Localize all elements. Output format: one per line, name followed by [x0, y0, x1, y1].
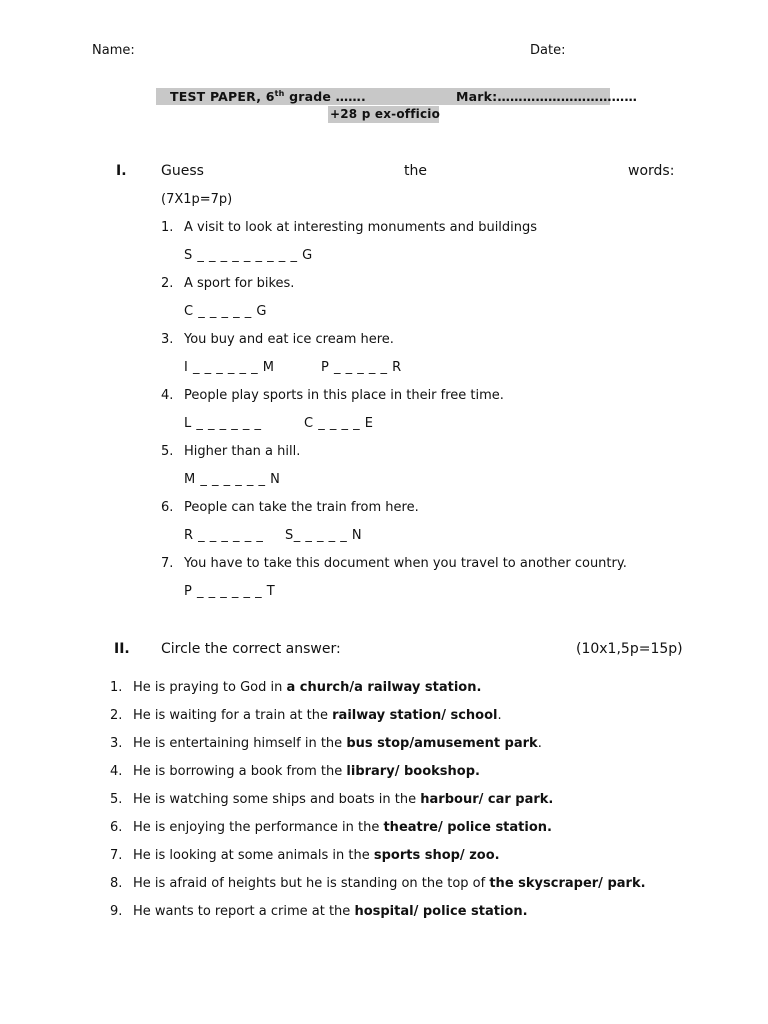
- guess-item-answer: I _ _ _ _ _ _ M: [184, 360, 275, 375]
- circle-item-text: He is looking at some animals in the: [133, 848, 374, 863]
- circle-item-number: 4.: [110, 764, 123, 779]
- guess-item-answer: S _ _ _ _ _ _ _ _ _ G: [184, 248, 313, 263]
- section-1-title-word-3: words:: [628, 163, 675, 179]
- guess-item-answer: R _ _ _ _ _ _: [184, 528, 264, 543]
- circle-item-options[interactable]: sports shop/ zoo.: [373, 848, 500, 863]
- guess-item-clue: You buy and eat ice cream here.: [184, 332, 394, 347]
- circle-item-options[interactable]: theatre/ police station.: [383, 820, 552, 835]
- guess-item-number: 1.: [161, 220, 174, 235]
- circle-item-options[interactable]: hospital/ police station.: [354, 904, 528, 919]
- guess-item-answer: P _ _ _ _ _ R: [321, 360, 402, 375]
- guess-item-clue: Higher than a hill.: [184, 444, 301, 459]
- test-paper-title: TEST PAPER, 6th grade …….: [170, 88, 366, 104]
- guess-item-clue: People can take the train from here.: [184, 500, 419, 515]
- circle-item-options[interactable]: railway station/ school: [332, 708, 498, 723]
- guess-item-answer: S_ _ _ _ _ N: [285, 528, 363, 543]
- guess-item-number: 7.: [161, 556, 174, 571]
- section-1-title-word-1: Guess: [161, 163, 204, 179]
- guess-item-number: 3.: [161, 332, 174, 347]
- circle-item-sentence: [133, 764, 480, 779]
- circle-item-options[interactable]: the skyscraper/ park.: [489, 876, 646, 891]
- circle-item-sentence: [133, 820, 552, 835]
- circle-item-number: 1.: [110, 680, 123, 695]
- bonus-points: +28 p ex-officio: [330, 107, 441, 121]
- circle-item-options[interactable]: a church/a railway station.: [286, 680, 482, 695]
- circle-item-text: He is borrowing a book from the: [133, 764, 347, 779]
- section-1-title-word-2: the: [404, 163, 427, 179]
- guess-item-number: 5.: [161, 444, 174, 459]
- circle-item-sentence: [133, 904, 528, 919]
- guess-item-clue: A sport for bikes.: [184, 276, 295, 291]
- guess-item-number: 6.: [161, 500, 174, 515]
- circle-item-number: 5.: [110, 792, 123, 807]
- circle-item-punctuation: .: [497, 708, 502, 723]
- circle-item-text: He is enjoying the performance in the: [133, 820, 384, 835]
- guess-item-answer: M _ _ _ _ _ _ N: [184, 472, 281, 487]
- circle-item-number: 6.: [110, 820, 123, 835]
- circle-item-sentence: [133, 736, 542, 751]
- circle-item-text: He is afraid of heights but he is standing on the top of: [133, 876, 490, 891]
- section-2-numeral: II.: [114, 641, 130, 657]
- circle-item-text: He is praying to God in: [133, 680, 287, 695]
- circle-item-options[interactable]: library/ bookshop.: [346, 764, 480, 779]
- guess-item-answer: P _ _ _ _ _ _ T: [184, 584, 276, 599]
- circle-item-options[interactable]: harbour/ car park.: [420, 792, 554, 807]
- guess-item-number: 4.: [161, 388, 174, 403]
- circle-item-text: He is waiting for a train at the: [133, 708, 333, 723]
- section-1-points: (7X1p=7p): [161, 192, 233, 207]
- guess-item-answer: C _ _ _ _ E: [304, 416, 374, 431]
- circle-item-number: 8.: [110, 876, 123, 891]
- circle-item-number: 7.: [110, 848, 123, 863]
- circle-item-number: 2.: [110, 708, 123, 723]
- circle-item-text: He wants to report a crime at the: [133, 904, 355, 919]
- guess-item-answer: C _ _ _ _ _ G: [184, 304, 267, 319]
- section-1-numeral: I.: [116, 163, 127, 179]
- circle-item-text: He is watching some ships and boats in the: [133, 792, 421, 807]
- guess-item-number: 2.: [161, 276, 174, 291]
- section-2-title: Circle the correct answer:: [161, 641, 341, 657]
- guess-item-clue: A visit to look at interesting monuments and buildings: [184, 220, 538, 235]
- name-label: Name:: [92, 43, 135, 58]
- circle-item-number: 3.: [110, 736, 123, 751]
- circle-item-sentence: [133, 680, 481, 695]
- circle-item-sentence: [133, 792, 553, 807]
- circle-item-sentence: [133, 848, 500, 863]
- circle-item-text: He is entertaining himself in the: [133, 736, 347, 751]
- circle-item-number: 9.: [110, 904, 123, 919]
- guess-item-answer: L _ _ _ _ _ _: [184, 416, 262, 431]
- section-2-points: (10x1,5p=15p): [576, 641, 683, 657]
- circle-item-punctuation: .: [537, 736, 542, 751]
- circle-item-sentence: [133, 708, 502, 723]
- mark-field: Mark:……………………………: [456, 89, 638, 104]
- guess-item-clue: You have to take this document when you travel to another country.: [184, 556, 627, 571]
- date-label: Date:: [530, 43, 566, 58]
- circle-item-sentence: [133, 876, 646, 891]
- guess-item-clue: People play sports in this place in their free time.: [184, 388, 504, 403]
- circle-item-options[interactable]: bus stop/amusement park: [346, 736, 538, 751]
